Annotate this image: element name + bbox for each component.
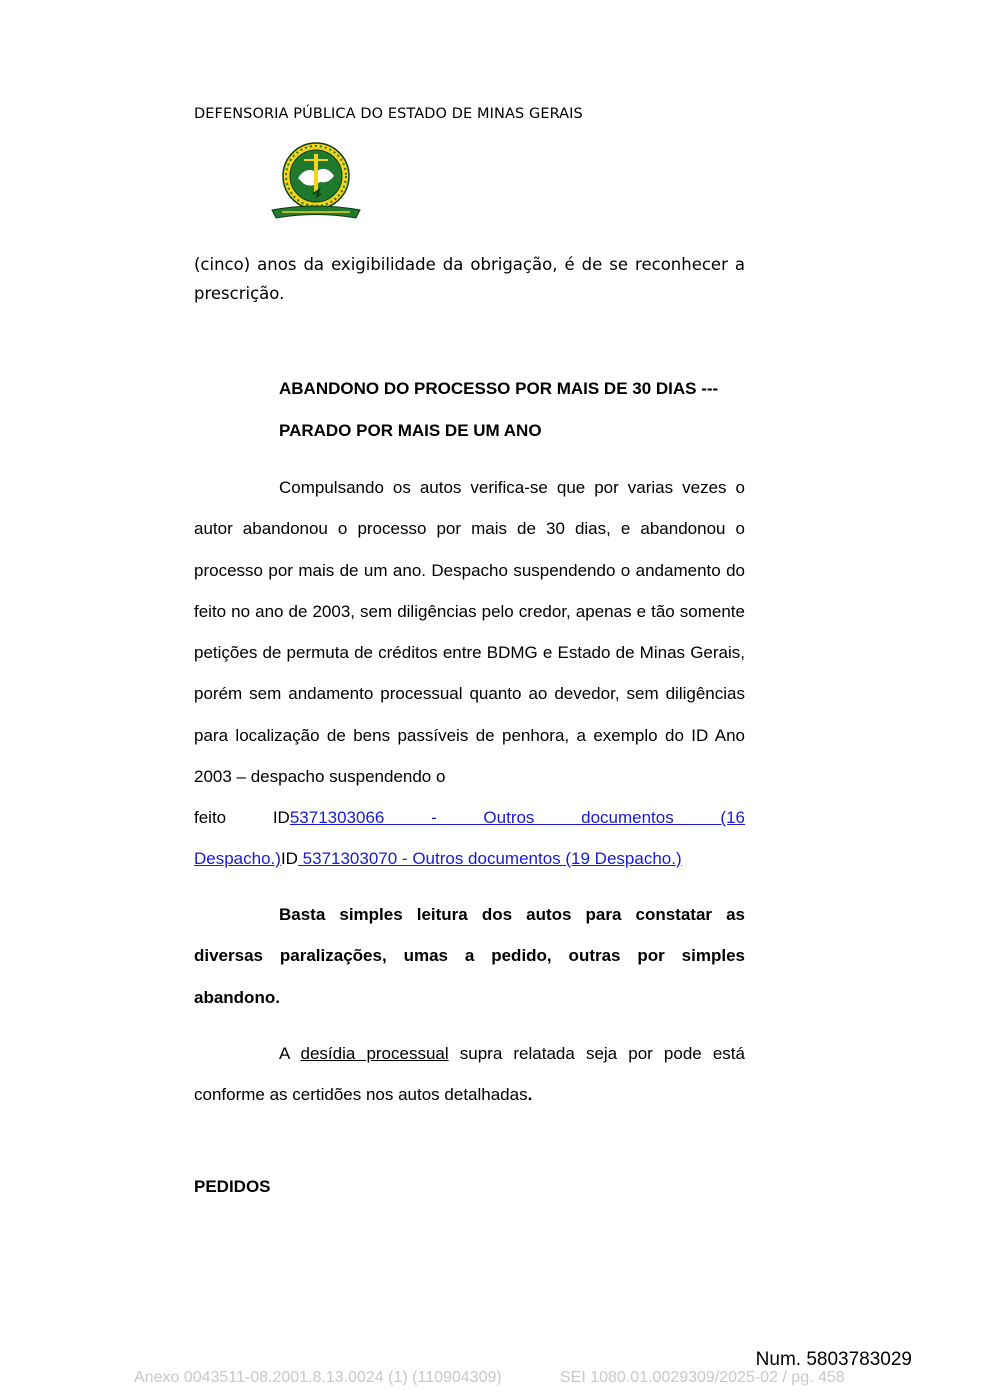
header-organization: DEFENSORIA PÚBLICA DO ESTADO DE MINAS GERAIS (194, 106, 583, 122)
desidia-underlined: desídia processual (300, 1044, 449, 1063)
body-paragraph-text: Compulsando os autos verifica-se que por varias vezes o autor abandonou o processo por mais de 30 dias, e abandonou o processo por mais de um ano. Despacho suspendendo o andamento do feito no ano de 2003, sem diligências pelo credor, apenas e tão somente petições de permuta de créditos entre BDMG e Estado de Minas Gerais, porém sem andamento processual quanto ao devedor, sem diligências para localização de bens passíveis de penhora, a exemplo do ID Ano 2003 – despacho suspendendo o (194, 478, 745, 787)
document-number: Num. 5803783029 (755, 1349, 912, 1370)
document-link-16[interactable]: 5371303066 - Outros documentos (16 (289, 808, 745, 828)
id-references-cont (194, 838, 745, 879)
id-references-line (194, 797, 745, 838)
document-link-16-cont[interactable]: Despacho.) (194, 849, 281, 868)
section-title-line1: ABANDONO DO PROCESSO POR MAIS DE 30 DIAS --- (279, 379, 719, 398)
section-title-line2: PARADO POR MAIS DE UM ANO (279, 421, 542, 440)
footer-annex: Anexo 0043511-08.2001.8.13.0024 (1) (110904309) (134, 1369, 502, 1386)
document-link-19[interactable]: 5371303070 - Outros documentos (19 Despacho.) (297, 849, 682, 868)
desidia-a: A (279, 1044, 301, 1063)
desidia-paragraph (194, 1033, 745, 1116)
desidia-period: . (527, 1085, 533, 1105)
pedidos-heading: PEDIDOS (194, 1177, 271, 1196)
continuation-paragraph: (cinco) anos da exigibilidade da obrigação, é de se reconhecer a prescrição. (194, 255, 745, 303)
footer-sei: SEI 1080.01.0029309/2025-02 / pg. 458 (560, 1369, 845, 1386)
feito-id-label: feito ID (194, 808, 290, 828)
body-paragraph (194, 467, 745, 839)
id-label: ID (280, 849, 298, 868)
bold-paragraph: Basta simples leitura dos autos para constatar as diversas paralizações, umas a pedido, outras por simples abandono. (194, 905, 745, 1007)
seal-logo-icon (268, 138, 364, 222)
desidia-rest: supra relatada seja por pode está conforme as certidões nos autos detalhadas (194, 1044, 745, 1105)
